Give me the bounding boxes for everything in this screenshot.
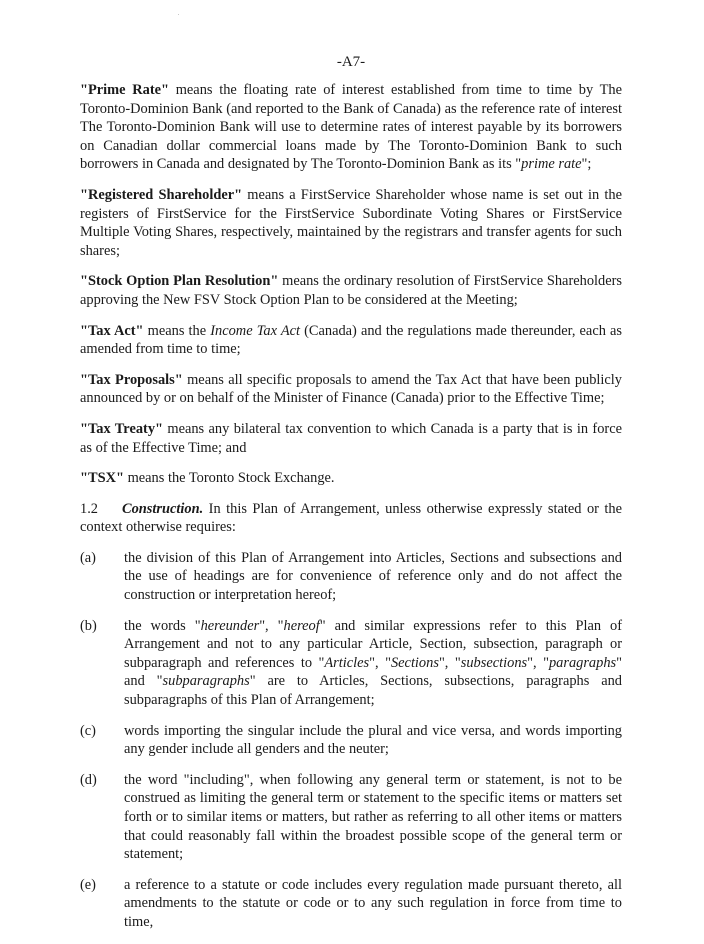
text-run: ", " xyxy=(259,617,284,634)
text-run: ", " xyxy=(438,654,461,671)
definition-term: "TSX" xyxy=(80,470,124,487)
list-item-e xyxy=(80,876,622,932)
document-body xyxy=(80,81,622,944)
definition-term: "Tax Act" xyxy=(80,322,144,339)
section-1-2 xyxy=(80,500,622,537)
definition-tax-treaty xyxy=(80,420,622,457)
section-number: 1.2 xyxy=(80,500,98,517)
definition-term: "Prime Rate" xyxy=(80,82,170,98)
definition-tail: (Canada) and the regulations made thereunder, each as amended from time to time; xyxy=(80,322,622,358)
definition-emphasis: prime rate xyxy=(521,156,582,173)
definition-text: means any bilateral tax convention to which Canada is a party that is in force as of the Effective Time; and xyxy=(80,420,622,456)
section-text: In this Plan of Arrangement, unless otherwise expressly stated or the context otherwise requires: xyxy=(80,500,622,536)
definition-term: "Stock Option Plan Resolution" xyxy=(80,273,279,290)
list-item-label: (c) xyxy=(80,722,96,739)
emphasis-subsections: subsections xyxy=(460,654,528,671)
definition-text: means the ordinary resolution of FirstService Shareholders approving the New FSV Stock Option Plan to be considered at the Meeting; xyxy=(80,273,622,308)
definition-emphasis: Income Tax Act xyxy=(210,322,300,339)
list-item-text xyxy=(124,617,622,710)
list-item-label: (d) xyxy=(80,771,97,788)
text-run: the words " xyxy=(124,617,201,634)
text-run: " and " xyxy=(124,654,622,690)
definition-tsx xyxy=(80,469,622,488)
list-item-b xyxy=(80,617,622,710)
emphasis-hereunder: hereunder xyxy=(200,617,260,634)
definition-stock-option-plan-resolution xyxy=(80,272,622,309)
definition-tax-proposals xyxy=(80,371,622,408)
list-item-text: words importing the singular include the plural and vice versa, and words importing any gender include all genders and the neuter; xyxy=(124,722,622,758)
list-item-label: (e) xyxy=(80,876,96,893)
list-item-label: (b) xyxy=(80,617,97,634)
list-item-text: the word "including", when following any general term or statement, is not to be construed as limiting the general term or statement to the specific items or matters set forth or to similar items or matters, but rather as referring to all other items or matters that could reasonably fall within the broadest possible scope of the general term or statement; xyxy=(124,771,622,863)
list-item-a xyxy=(80,549,622,605)
emphasis-paragraphs: paragraphs xyxy=(548,654,617,671)
page-number: -A7- xyxy=(336,54,366,70)
definition-term: "Tax Proposals" xyxy=(80,371,183,388)
definition-text: means the floating rate of interest established from time to time by The Toronto-Dominion Bank (and reported to the Bank of Canada) as the reference rate of interest The Toronto-Dominion Bank will use to determine rates of interest payable by its borrowers on Canadian dollar commercial loans made by The Toronto-Dominion Bank to such borrowers in Canada and designated by The Toronto-Dominion Bank as its " xyxy=(80,82,622,173)
list-item-text: a reference to a statute or code includes every regulation made pursuant thereto, all amendments to the statute or code or to any such regulation in force from time to time, xyxy=(124,876,622,930)
definition-tax-act xyxy=(80,322,622,359)
definition-text: means a FirstService Shareholder whose name is set out in the registers of FirstService for the FirstService Subordinate Voting Shares or FirstService Multiple Voting Shares, respectively, maintained by the registrars and transfer agents for such shares; xyxy=(80,186,622,259)
emphasis-subparagraphs: subparagraphs xyxy=(162,673,250,690)
definition-text: means the Toronto Stock Exchange. xyxy=(123,470,335,487)
list-item-text: the division of this Plan of Arrangement into Articles, Sections and subsections and the use of headings are for convenience of reference only and do not affect the construction or interpretation hereof; xyxy=(124,549,622,604)
list-item-c xyxy=(80,722,622,759)
definition-text: means the xyxy=(143,322,211,339)
definition-tail: "; xyxy=(581,156,592,173)
scan-speck xyxy=(178,14,179,15)
emphasis-sections: Sections xyxy=(390,654,439,671)
definition-text: means all specific proposals to amend the Tax Act that have been publicly announced by or on behalf of the Minister of Finance (Canada) prior to the Effective Time; xyxy=(80,371,622,407)
definition-registered-shareholder xyxy=(80,186,622,260)
section-title: Construction. xyxy=(122,500,204,517)
text-run: ", " xyxy=(527,654,549,671)
emphasis-hereof: hereof xyxy=(283,617,320,634)
definition-term: "Tax Treaty" xyxy=(80,420,163,437)
text-run: " and similar expressions refer to this Plan of Arrangement and not to any particular Article, Section, subsection, paragraph or subparagraph and references to " xyxy=(124,617,622,671)
text-run: " are to Articles, Sections, subsections, paragraphs and subparagraphs of this Plan of Arrangement; xyxy=(124,673,622,709)
definition-term: "Registered Shareholder" xyxy=(80,186,243,203)
list-item-d xyxy=(80,771,622,864)
text-run: ", " xyxy=(369,654,391,671)
emphasis-articles: Articles xyxy=(324,654,370,671)
definition-prime-rate xyxy=(80,81,622,174)
list-item-label: (a) xyxy=(80,549,96,566)
